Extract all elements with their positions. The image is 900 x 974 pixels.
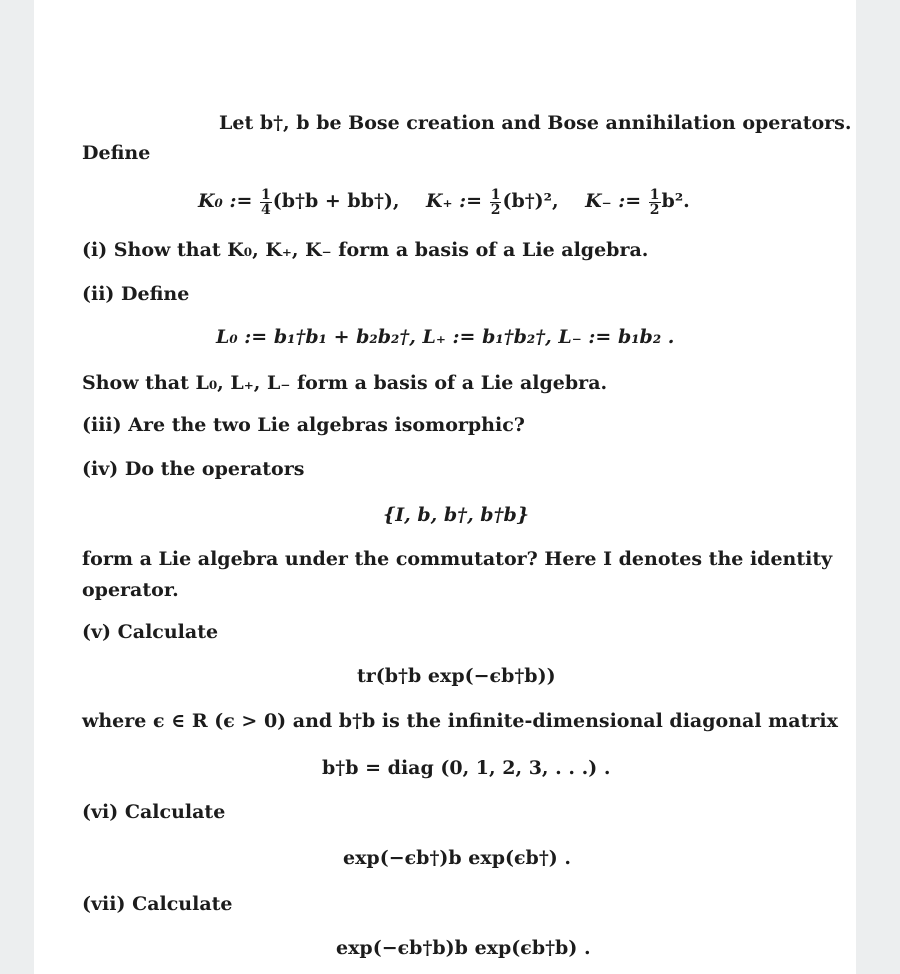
k0-lhs: K₀ := (198, 190, 253, 212)
equation-diag: b†b = diag (0, 1, 2, 3, . . .) . (322, 757, 611, 779)
fraction-one-half-a: $\frac{1}{2}$ (490, 186, 501, 218)
part-vii: (vii) Calculate (82, 893, 233, 915)
k0-rhs: (b†b + bb†), (272, 190, 400, 212)
part-iii: (iii) Are the two Lie algebras isomorphic? (82, 414, 525, 436)
equation-vi: exp(−ϵb†)b exp(ϵb†) . (343, 847, 571, 869)
equation-operator-set: {I, b, b†, b†b} (383, 504, 530, 526)
define-label: Define (82, 142, 151, 164)
kplus-rhs: (b†)², (502, 190, 559, 212)
part-iv: (iv) Do the operators (82, 458, 305, 480)
kminus-rhs: b². (661, 190, 690, 212)
equation-l: L₀ := b₁†b₁ + b₂b₂†, L₊ := b₁†b₂†, L₋ := b₁b₂ . (216, 326, 675, 348)
part-vi: (vi) Calculate (82, 801, 226, 823)
part-v: (v) Calculate (82, 621, 219, 643)
part-ii-body: Show that L₀, L₊, L₋ form a basis of a Lie algebra. (82, 372, 608, 394)
part-i: (i) Show that K₀, K₊, K₋ form a basis of a Lie algebra. (82, 239, 649, 261)
intro-text: Let b†, b be Bose creation and Bose annihilation operators. (219, 112, 852, 134)
part-iv-body-1: form a Lie algebra under the commutator? Here I denotes the identity (82, 548, 833, 570)
equation-vii: exp(−ϵb†b)b exp(ϵb†b) . (336, 937, 591, 959)
document-page (34, 0, 856, 974)
part-ii: (ii) Define (82, 283, 190, 305)
part-iv-body-2: operator. (82, 579, 179, 601)
part-v-body: where ϵ ∈ R (ϵ > 0) and b†b is the infinite-dimensional diagonal matrix (82, 710, 838, 732)
equation-trace: tr(b†b exp(−ϵb†b)) (357, 665, 556, 687)
kminus-lhs: K₋ := (585, 190, 642, 212)
fraction-one-half-b: $\frac{1}{2}$ (649, 186, 660, 218)
kplus-lhs: K₊ := (426, 190, 483, 212)
equation-k (198, 177, 690, 225)
fraction-one-quarter: $\frac{1}{4}$ (261, 186, 271, 218)
